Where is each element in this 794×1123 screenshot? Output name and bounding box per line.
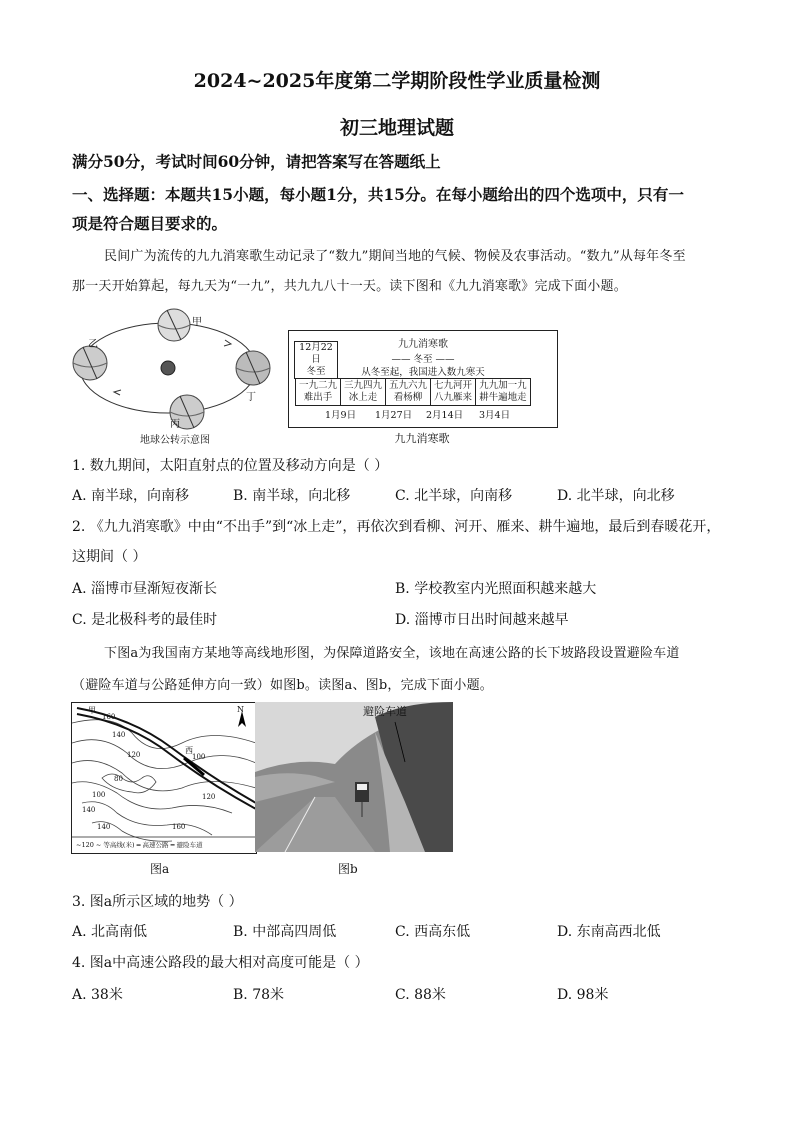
section-heading-line2: 项是符合题目要求的。 [72,214,228,233]
figure-b-caption: 图b [338,862,358,876]
song-cell-3: 五九六九 看杨柳 [386,379,431,406]
q1-option-d[interactable]: D. 北半球，向北移 [557,488,675,504]
song-title: 九九消寒歌 [398,339,448,350]
contour-label-2: 140 [112,731,126,739]
map-legend: ~120 ~ 等高线(米) ═ 高速公路 ━ 避险车道 [76,841,203,849]
passage2-line1: 下图a为我国南方某地等高线地形图，为保障道路安全，该地在高速公路的长下坡路段设置避险车道 [104,646,680,661]
q1-stem: 1. 数九期间，太阳直射点的位置及移动方向是（ ） [72,458,389,474]
q2-stem-line2: 这期间（ ） [72,549,147,565]
contour-label-7: 120 [202,793,216,801]
q2-option-b[interactable]: B. 学校教室内光照面积越来越大 [395,581,597,597]
figure-a-caption: 图a [150,862,170,876]
song-date-2: 1月27日 [375,410,413,421]
song-date-4: 3月4日 [479,410,511,421]
contour-label-8: 140 [82,806,96,814]
q4-option-b[interactable]: B. 78米 [233,987,285,1003]
orbit-label-jia: 甲 [192,317,202,328]
q4-option-c[interactable]: C. 88米 [395,987,446,1003]
q3-option-d[interactable]: D. 东南高西北低 [557,924,661,940]
contour-label-4: 100 [192,753,206,761]
figure-b-photo [255,702,453,852]
q1-option-a[interactable]: A. 南半球，向南移 [72,488,190,504]
song-dongzhi-text: 冬至 [413,354,433,365]
song-date-3: 2月14日 [426,410,464,421]
figure-a-contour-map [71,702,257,854]
contour-label-5: 80 [114,775,123,783]
q3-option-a[interactable]: A. 北高南低 [72,924,148,940]
escape-lane-photo [255,702,453,852]
exam-title: 2024~2025年度第二学期阶段性学业质量检测 [193,70,601,92]
instructions: 满分50分，考试时间60分钟，请把答案写在答题纸上 [72,152,441,171]
q2-option-c[interactable]: C. 是北极科考的最佳时 [72,612,218,628]
place-jia: 甲 [88,706,96,715]
escape-lane-label: 避险车道 [363,705,407,718]
orbit-label-bing: 丙 [170,419,180,430]
q1-option-b[interactable]: B. 南半球，向北移 [233,488,351,504]
song-cell-4: 七九河开 八九雁来 [431,379,476,406]
q4-option-a[interactable]: A. 38米 [72,987,123,1003]
song-dongzhi: —— 冬至 —— [391,354,455,365]
date-box-date: 12月22日 [299,342,333,365]
q3-option-c[interactable]: C. 西高东低 [395,924,471,940]
north-label: N [237,705,244,714]
song-cell-5: 九九加一九 耕牛遍地走 [476,379,531,406]
passage1-line1: 民间广为流传的九九消寒歌生动记录了“数九”期间当地的气候、物候及农事活动。“数九”从每年冬至 [104,249,686,264]
exam-subtitle: 初三地理试题 [339,117,454,139]
song-caption: 九九消寒歌 [394,432,450,445]
q2-stem-line1: 2. 《九九消寒歌》中由“不出手”到“冰上走”，再依次到看柳、河开、雁来、耕牛遍地，最后到春暖花开， [72,519,721,535]
orbit-caption: 地球公转示意图 [140,435,210,446]
contour-label-1: 160 [102,713,116,721]
q2-option-a[interactable]: A. 淄博市昼渐短夜渐长 [72,581,218,597]
orbit-label-ding: 丁 [246,392,256,403]
date-box-term: 冬至 [306,366,326,377]
contour-label-9: 160 [172,823,186,831]
song-cell-1: 一九二九 难出手 [296,379,341,406]
q3-option-b[interactable]: B. 中部高四周低 [233,924,337,940]
q4-option-d[interactable]: D. 98米 [557,987,609,1003]
sun-icon [161,361,175,375]
q4-stem: 4. 图a中高速公路段的最大相对高度可能是（ ） [72,955,369,971]
contour-label-10: 140 [97,823,111,831]
q2-option-d[interactable]: D. 淄博市日出时间越来越早 [395,612,569,628]
song-figure [288,330,558,428]
passage2-line2: （避险车道与公路延伸方向一致）如图b。读图a、图b，完成下面小题。 [72,678,493,693]
song-table [295,378,531,406]
song-cell-2: 三九四九 冰上走 [341,379,386,406]
orbit-figure [70,305,275,445]
place-xi: 西 [185,746,193,755]
orbit-label-yi: 乙 [88,339,98,350]
song-intro: 从冬至起，我国进入数九寒天 [361,367,485,378]
passage1-line2: 那一天开始算起，每九天为“一九”，共九九八十一天。读下图和《九九消寒歌》完成下面小题。 [72,279,627,294]
q1-option-c[interactable]: C. 北半球，向南移 [395,488,513,504]
contour-label-6: 100 [92,791,106,799]
song-date-1: 1月9日 [325,410,357,421]
q3-stem: 3. 图a所示区域的地势（ ） [72,894,243,910]
contour-label-3: 120 [127,751,141,759]
section-heading-line1: 一、选择题：本题共15小题，每小题1分，共15分。在每小题给出的四个选项中，只有一 [72,185,684,204]
